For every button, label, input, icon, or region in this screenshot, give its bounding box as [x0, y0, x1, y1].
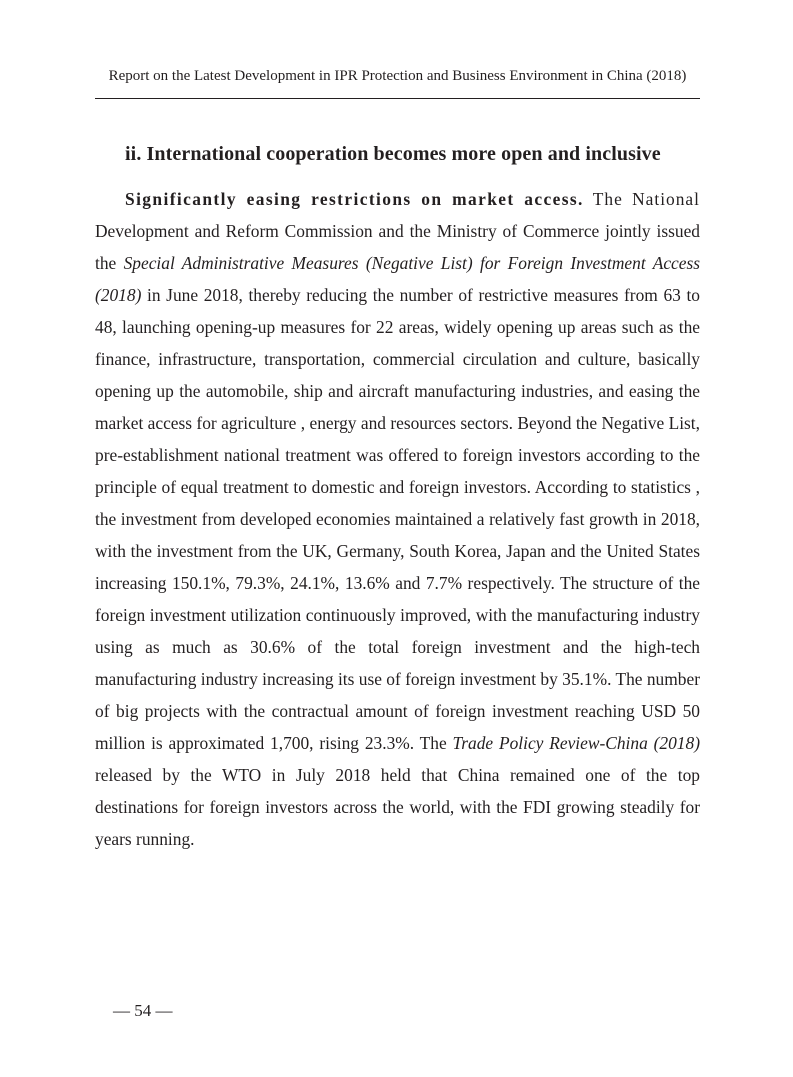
- header-divider: [95, 98, 700, 99]
- paragraph-lead-in: Significantly easing restrictions on market access.: [125, 189, 584, 209]
- section-heading: ii. International cooperation becomes more open and inclusive: [125, 143, 661, 165]
- body-paragraph: [95, 183, 700, 855]
- document-title-negative-list: Special Administrative Measures (Negative List) for Foreign Investment Access (2018): [95, 253, 701, 305]
- paragraph-text-part-3: released by the WTO in July 2018 held that China remained one of the top destinations for foreign investors across the world, with the FDI growing steadily for years running.: [95, 765, 700, 849]
- running-header: Report on the Latest Development in IPR Protection and Business Environment in China (2018): [108, 68, 687, 84]
- paragraph-text-part-1: Development and Reform Commission and the Ministry of Commerce jointly issued the: [95, 221, 700, 273]
- page-number: — 54 —: [113, 1001, 173, 1020]
- paragraph-lead-tail: The National: [583, 189, 700, 209]
- paragraph-text-part-2: in June 2018, thereby reducing the number of restrictive measures from 63 to 48, launching opening-up measures for 22 areas, widely opening up areas such as the finance, infrastructure, transportation, commercial circulation and culture, basically opening up the automobile, ship and aircraft manufacturing industries, and easing the market access for agriculture , energy and resources sectors. Beyond the Negative List, pre-establishment national treatment was offered to foreign investors according to the principle of equal treatment to domestic and foreign investors. According to statistics , the investment from developed economies maintained a relatively fast growth in 2018, with the investment from the UK, Germany, South Korea, Japan and the United States increasing 150.1%, 79.3%, 24.1%, 13.6% and 7.7% respectively. The structure of the foreign investment utilization continuously improved, with the manufacturing industry using as much as 30.6% of the total foreign investment and the high-tech manufacturing industry increasing its use of foreign investment by 35.1%. The number of big projects with the contractual amount of foreign investment reaching USD 50 million is approximated 1,700, rising 23.3%. The: [95, 285, 700, 753]
- document-title-trade-policy-review: Trade Policy Review-China (2018): [452, 733, 700, 753]
